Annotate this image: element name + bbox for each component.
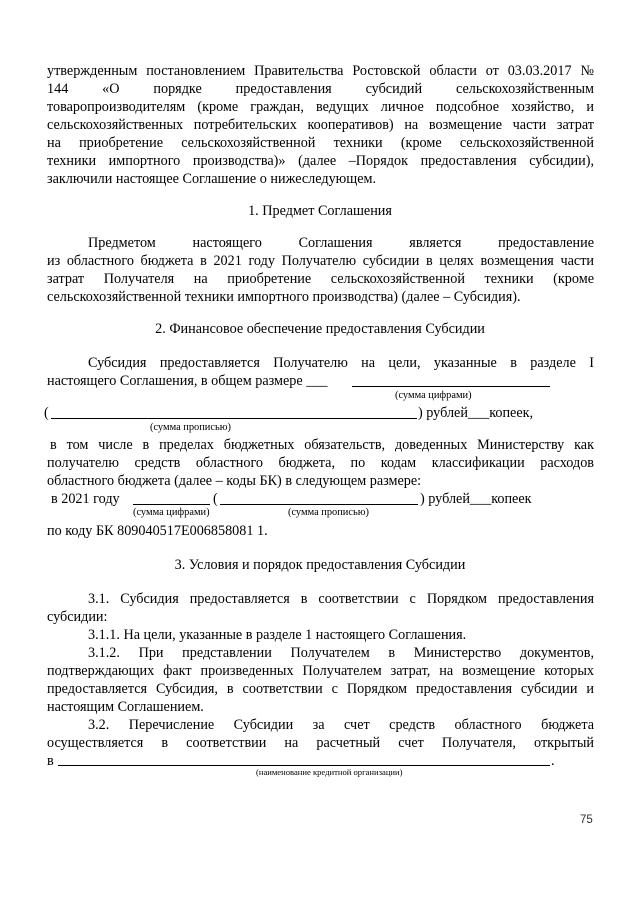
p31-line-1: 3.1. Субсидия предоставляется в соответствии с Порядком предоставления: [88, 591, 594, 607]
section-2-line-1: Субсидия предоставляется Получателю на цели, указанные в разделе I: [88, 355, 594, 371]
sum-words-blank: [51, 418, 417, 419]
p32-line-3-prefix: в: [47, 753, 54, 769]
section-1-line-1: Предметом настоящего Соглашения является предоставление: [88, 235, 594, 251]
page-number: 75: [580, 814, 593, 826]
year-rub-kop: ) рублей___копеек: [420, 491, 532, 507]
year-label: в 2021 году: [51, 491, 120, 507]
intro-line-7: заключили настоящее Соглашение о нижеследующем.: [47, 171, 377, 187]
p312-line-1: 3.1.2. При представлении Получателем в Министерство документов,: [88, 645, 594, 661]
sum-digits-blank: [352, 386, 550, 387]
p312-line-3: предоставляется Субсидия, в соответствии с Порядком предоставления субсидии и: [47, 681, 594, 697]
p32-line-1: 3.2. Перечисление Субсидии за счет средств областного бюджета: [88, 717, 594, 733]
section-3-heading: 3. Условия и порядок предоставления Субсидии: [174, 557, 466, 573]
section-2-line-5: получателю средств областного бюджета, по кодам классификации расходов: [47, 455, 594, 471]
p32-line-3-suffix: .: [551, 753, 555, 769]
section-2-line-2: настоящего Соглашения, в общем размере ___: [47, 373, 328, 389]
year-words-caption: (сумма прописью): [288, 507, 369, 518]
p31-line-2: субсидии:: [47, 609, 108, 625]
p311-line: 3.1.1. На цели, указанные в разделе 1 настоящего Соглашения.: [88, 627, 467, 643]
section-1-line-2: из областного бюджета в 2021 году Получателю субсидии в целях возмещения части: [47, 253, 594, 269]
sum-words-open-paren: (: [44, 405, 49, 421]
p312-line-4: настоящим Соглашением.: [47, 699, 204, 715]
p312-line-2: подтверждающих факт произведенных Получателем затрат, на возмещение которых: [47, 663, 594, 679]
intro-line-4: сельскохозяйственных потребительских кооперативов) на возмещение части затрат: [47, 117, 594, 133]
intro-line-5: на приобретение сельскохозяйственной техники (кроме сельскохозяйственной: [47, 135, 594, 151]
intro-line-3: товаропроизводителям (кроме граждан, ведущих личное подсобное хозяйство, и: [47, 99, 594, 115]
year-digits-blank: [133, 504, 210, 505]
sum-words-caption: (сумма прописью): [150, 422, 231, 433]
bank-name-blank: [58, 765, 550, 766]
intro-line-6: техники импортного производства)» (далее –Порядок предоставления субсидии),: [47, 153, 594, 169]
section-2-heading: 2. Финансовое обеспечение предоставления Субсидии: [155, 321, 485, 337]
p32-line-2: осуществляется в соответствии на расчетный счет Получателя, открытый: [47, 735, 594, 751]
year-words-blank: [220, 504, 418, 505]
section-1-line-4: сельскохозяйственной техники импортного производства) (далее – Субсидия).: [47, 289, 521, 305]
kbk-line: по коду БК 809040517Е006858081 1.: [47, 523, 268, 539]
sum-rub-kop: ) рублей___копеек,: [418, 405, 534, 421]
section-2-line-6: областного бюджета (далее – коды БК) в следующем размере:: [47, 473, 422, 489]
sum-digits-caption: (сумма цифрами): [395, 390, 472, 401]
bank-name-caption: (наименование кредитной организации): [256, 767, 403, 777]
year-digits-caption: (сумма цифрами): [133, 507, 210, 518]
section-1-heading: 1. Предмет Соглашения: [248, 203, 392, 219]
intro-line-1: утвержденным постановлением Правительства Ростовской области от 03.03.2017 №: [47, 63, 594, 79]
section-1-line-3: затрат Получателя на приобретение сельскохозяйственной техники (кроме: [47, 271, 594, 287]
intro-line-2: 144 «О порядке предоставления субсидий сельскохозяйственным: [47, 81, 594, 97]
section-2-line-4: в том числе в пределах бюджетных обязательств, доведенных Министерству как: [50, 437, 594, 453]
year-open-paren: (: [213, 491, 218, 507]
